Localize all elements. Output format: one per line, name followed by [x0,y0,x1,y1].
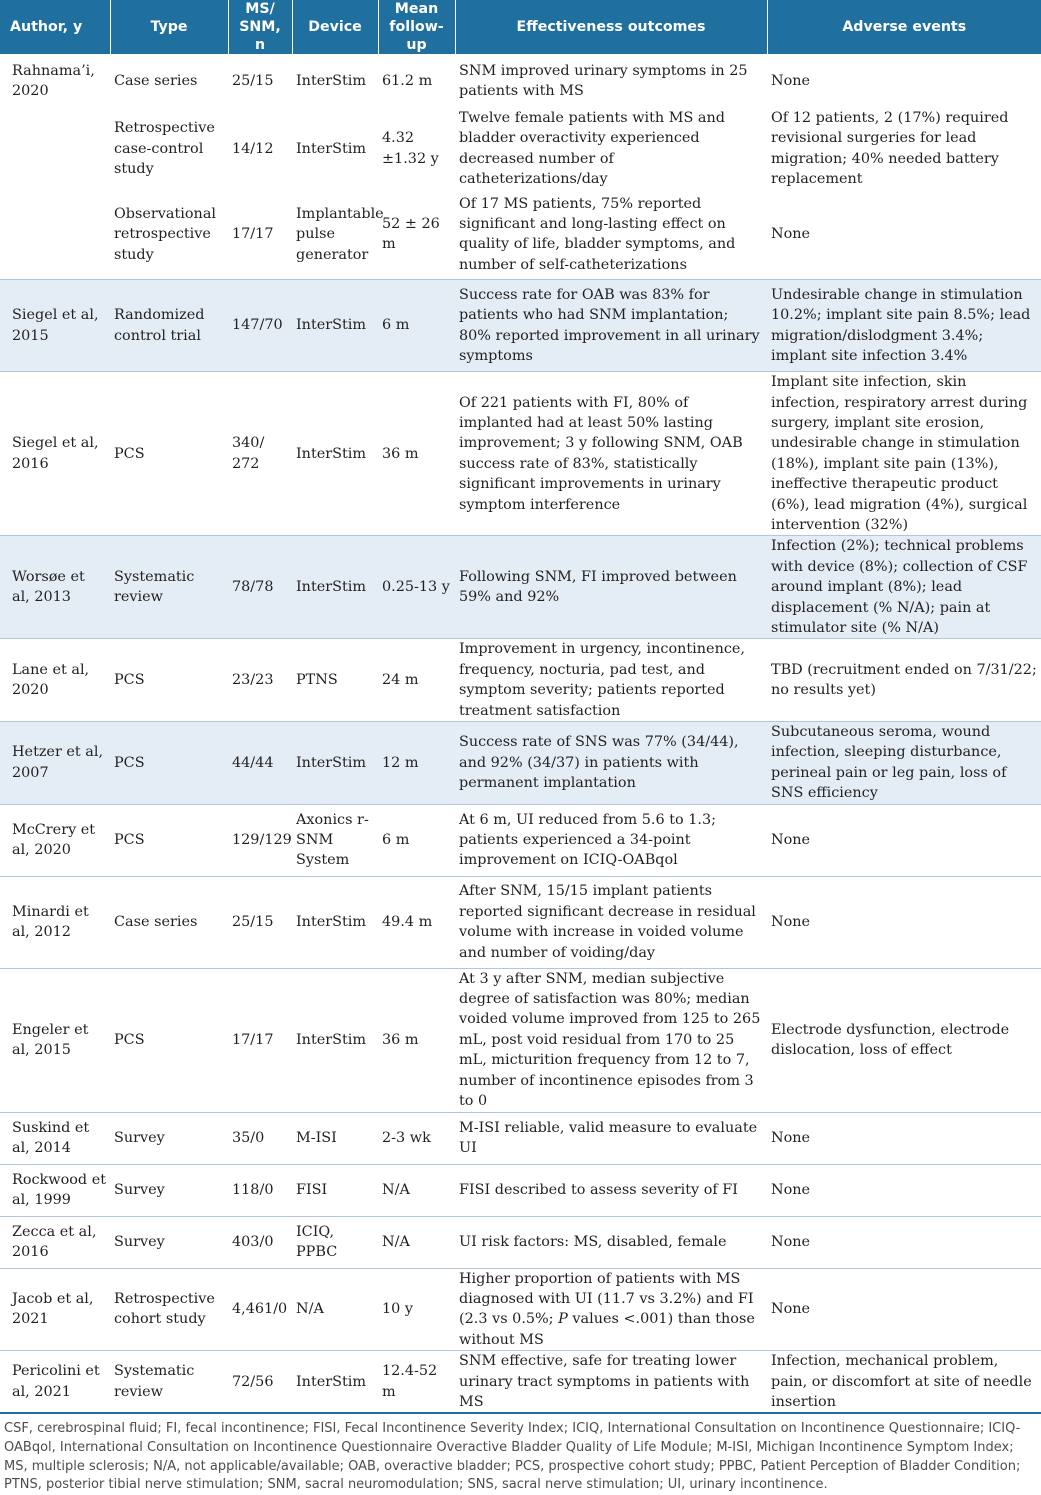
cell-type: Survey [110,1216,228,1268]
table-row [0,108,1041,190]
cell-author: McCrery et al, 2020 [0,804,110,876]
cell-device: InterStim [292,372,378,536]
cell-type: Retrospective case-control study [110,108,228,190]
cell-author: Minardi et al, 2012 [0,876,110,968]
cell-device: PTNS [292,639,378,722]
outcomes-text: values <.001) than those without MS [459,1311,755,1348]
cell-outcomes [455,1268,767,1351]
cell-author: Rahnama’i, 2020 [0,54,110,108]
cell-type: PCS [110,372,228,536]
cell-adverse: TBD (recruitment ended on 7/31/22; no results yet) [767,639,1041,722]
cell-n: 44/44 [228,722,292,805]
cell-followup: 36 m [378,968,455,1112]
cell-adverse: Of 12 patients, 2 (17%) required revisional surgeries for lead migration; 40% needed battery replacement [767,108,1041,190]
cell-type: Case series [110,54,228,108]
cell-followup: 6 m [378,280,455,372]
cell-adverse: None [767,804,1041,876]
cell-outcomes: Of 221 patients with FI, 80% of implanted had at least 50% lasting improvement; 3 y following SNM, OAB success rate of 83%, statistically significant improvements in urinary symptom interference [455,372,767,536]
cell-type: Systematic review [110,536,228,639]
cell-followup: 52 ± 26 m [378,190,455,280]
cell-adverse: None [767,1216,1041,1268]
header-followup: Mean follow-up [378,0,455,54]
header-ms-snm: MS/ SNM, n [228,0,292,54]
cell-n: 147/70 [228,280,292,372]
cell-n: 403/0 [228,1216,292,1268]
cell-adverse: Infection, mechanical problem, pain, or discomfort at site of needle insertion [767,1351,1041,1414]
cell-outcomes: UI risk factors: MS, disabled, female [455,1216,767,1268]
cell-author: Rockwood et al, 1999 [0,1164,110,1216]
table-row [0,536,1041,639]
table-row [0,1351,1041,1414]
cell-type: Systematic review [110,1351,228,1414]
cell-followup: 2-3 wk [378,1112,455,1164]
cell-device: InterStim [292,876,378,968]
cell-followup: 36 m [378,372,455,536]
cell-author: Siegel et al, 2016 [0,372,110,536]
cell-adverse: None [767,1268,1041,1351]
cell-outcomes: Of 17 MS patients, 75% reported significant and long-lasting effect on quality of life, bladder symptoms, and number of self-catheterizations [455,190,767,280]
cell-followup: N/A [378,1216,455,1268]
cell-n: 4,461/0 [228,1268,292,1351]
cell-device: InterStim [292,108,378,190]
cell-device: M-ISI [292,1112,378,1164]
cell-outcomes: Twelve female patients with MS and bladder overactivity experienced decreased number of catheterizations/day [455,108,767,190]
cell-device: InterStim [292,54,378,108]
cell-n: 14/12 [228,108,292,190]
cell-outcomes: Improvement in urgency, incontinence, frequency, nocturia, pad test, and symptom severity; patients reported treatment satisfaction [455,639,767,722]
cell-adverse: Implant site infection, skin infection, respiratory arrest during surgery, implant site erosion, undesirable change in stimulation (18%), implant site pain (13%), ineffective therapeutic product (6%), lead migration (4%), surgical intervention (32%) [767,372,1041,536]
cell-author: Zecca et al, 2016 [0,1216,110,1268]
cell-type: PCS [110,968,228,1112]
header-adverse: Adverse events [767,0,1041,54]
cell-followup: 61.2 m [378,54,455,108]
cell-type: Case series [110,876,228,968]
cell-followup: 10 y [378,1268,455,1351]
cell-device: InterStim [292,280,378,372]
cell-author [0,190,110,280]
cell-author [0,108,110,190]
cell-author: Pericolini et al, 2021 [0,1351,110,1414]
cell-adverse: Subcutaneous seroma, wound infection, sleeping disturbance, perineal pain or leg pain, loss of SNS efficiency [767,722,1041,805]
cell-author: Lane et al, 2020 [0,639,110,722]
p-italic: P [558,1311,568,1328]
cell-outcomes: Success rate of SNS was 77% (34/44), and 92% (34/37) in patients with permanent implantation [455,722,767,805]
cell-n: 72/56 [228,1351,292,1414]
header-author: Author, y [0,0,110,54]
cell-outcomes: SNM effective, safe for treating lower urinary tract symptoms in patients with MS [455,1351,767,1414]
cell-type: Observational retrospective study [110,190,228,280]
cell-n: 340/ 272 [228,372,292,536]
cell-followup: 24 m [378,639,455,722]
cell-device: InterStim [292,968,378,1112]
cell-outcomes: After SNM, 15/15 implant patients reported significant decrease in residual volume with increase in voided volume and number of voiding/day [455,876,767,968]
cell-n: 118/0 [228,1164,292,1216]
cell-adverse: None [767,190,1041,280]
cell-outcomes: FISI described to assess severity of FI [455,1164,767,1216]
cell-adverse: None [767,1112,1041,1164]
cell-adverse: Infection (2%); technical problems with device (8%); collection of CSF around implant (8%); lead displacement (% N/A); pain at stimulator site (% N/A) [767,536,1041,639]
cell-type: Retrospective cohort study [110,1268,228,1351]
cell-n: 78/78 [228,536,292,639]
table-row [0,639,1041,722]
header-outcomes: Effectiveness outcomes [455,0,767,54]
table-row [0,1112,1041,1164]
outcomes-text: Higher proportion of patients with MS diagnosed with UI (11.7 vs 3.2%) and FI (2.3 vs 0.5%; [459,1270,754,1328]
cell-followup: 4.32 ±1.32 y [378,108,455,190]
cell-followup: 6 m [378,804,455,876]
cell-device: ICIQ, PPBC [292,1216,378,1268]
table-row [0,876,1041,968]
cell-n: 129/129 [228,804,292,876]
cell-type: PCS [110,722,228,805]
cell-followup: 0.25-13 y [378,536,455,639]
cell-author: Siegel et al, 2015 [0,280,110,372]
cell-author: Engeler et al, 2015 [0,968,110,1112]
cell-device: FISI [292,1164,378,1216]
cell-followup: N/A [378,1164,455,1216]
cell-author: Worsøe et al, 2013 [0,536,110,639]
cell-type: Survey [110,1164,228,1216]
cell-adverse: None [767,876,1041,968]
cell-device: InterStim [292,536,378,639]
cell-outcomes: SNM improved urinary symptoms in 25 patients with MS [455,54,767,108]
cell-n: 35/0 [228,1112,292,1164]
cell-outcomes: Following SNM, FI improved between 59% and 92% [455,536,767,639]
table-row [0,54,1041,108]
cell-device: InterStim [292,1351,378,1414]
table-row [0,1164,1041,1216]
cell-device: N/A [292,1268,378,1351]
cell-author: Hetzer et al, 2007 [0,722,110,805]
cell-author: Jacob et al, 2021 [0,1268,110,1351]
table-row [0,190,1041,280]
cell-device: Implantable pulse generator [292,190,378,280]
cell-n: 17/17 [228,190,292,280]
header-type: Type [110,0,228,54]
cell-outcomes: At 3 y after SNM, median subjective degree of satisfaction was 80%; median voided volume improved from 125 to 265 mL, post void residual from 170 to 25 mL, micturition frequency from 12 to 7, number of incontinence episodes from 3 to 0 [455,968,767,1112]
table-row [0,722,1041,805]
header-row [0,0,1041,54]
cell-followup: 12 m [378,722,455,805]
cell-followup: 12.4-52 m [378,1351,455,1414]
cell-n: 17/17 [228,968,292,1112]
table-row [0,968,1041,1112]
cell-outcomes: Success rate for OAB was 83% for patients who had SNM implantation; 80% reported improvement in all urinary symptoms [455,280,767,372]
cell-type: PCS [110,639,228,722]
cell-adverse: Electrode dysfunction, electrode dislocation, loss of effect [767,968,1041,1112]
cell-adverse: None [767,1164,1041,1216]
cell-followup: 49.4 m [378,876,455,968]
table-row [0,280,1041,372]
cell-adverse: None [767,54,1041,108]
table-row [0,1268,1041,1351]
cell-device: Axonics r-SNM System [292,804,378,876]
table-row [0,372,1041,536]
header-device: Device [292,0,378,54]
table-row [0,1216,1041,1268]
cell-type: Survey [110,1112,228,1164]
table-row [0,804,1041,876]
cell-outcomes: At 6 m, UI reduced from 5.6 to 1.3; patients experienced a 34-point improvement on ICIQ-OABqol [455,804,767,876]
cell-author: Suskind et al, 2014 [0,1112,110,1164]
cell-outcomes: M-ISI reliable, valid measure to evaluate UI [455,1112,767,1164]
cell-device: InterStim [292,722,378,805]
table-footnote: CSF, cerebrospinal fluid; FI, fecal incontinence; FISI, Fecal Incontinence Severity Index; ICIQ, International Consultation on Incontinence Questionnaire; ICIQ-OABqol, International Consultation on Incontinence Questionnaire Overactive Bladder Quality of Life Module; M-ISI, Michigan Incontinence Symptom Index; MS, multiple sclerosis; N/A, not applicable/available; OAB, overactive bladder; PCS, prospective cohort study; PPBC, Patient Perception of Bladder Condition; PTNS, posterior tibial nerve stimulation; SNM, sacral neuromodulation; SNS, sacral nerve stimulation; UI, urinary incontinence. [4,1421,1021,1493]
cell-type: Randomized control trial [110,280,228,372]
cell-type: PCS [110,804,228,876]
cell-n: 25/15 [228,54,292,108]
cell-n: 23/23 [228,639,292,722]
cell-n: 25/15 [228,876,292,968]
cell-adverse: Undesirable change in stimulation 10.2%; implant site pain 8.5%; lead migration/dislodgment 3.4%; implant site infection 3.4% [767,280,1041,372]
